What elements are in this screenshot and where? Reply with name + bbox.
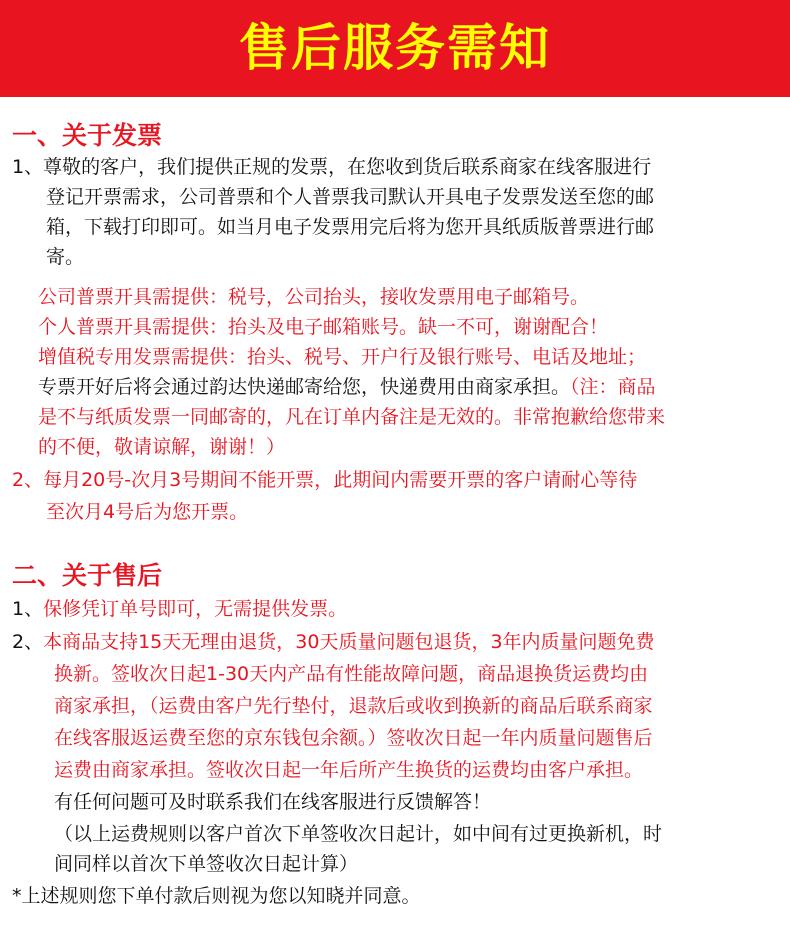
invoice-item-1-line-1: 1、尊敬的客户，我们提供正规的发票，在您收到货后联系商家在线客服进行 [12,156,652,178]
invoice-item-1-line-2: 登记开票需求，公司普票和个人普票我司默认开具电子发票发送至您的邮 [46,186,655,208]
after-sales-item-1 [12,594,347,624]
page-title: 售后服务需知 [239,19,551,77]
invoice-item-1-line-4: 寄。 [46,246,85,268]
footnote-line-2: 间同样以首次下单签收次日起计算） [54,853,359,875]
shipping-note-line-3: 的不便，敬请谅解，谢谢！） [38,436,286,458]
contact-line: 有任何问题可及时联系我们在线客服进行反馈解答！ [54,791,492,813]
after-sales-item-2-line-5: 运费由商家承担。签收次日起一年后所产生换货的运费均由客户承担。 [54,759,644,781]
section-heading-invoice: 一、关于发票 [12,121,163,150]
invoice-item-2-line-2: 至次月4号后为您开票。 [46,501,249,523]
after-sales-item-1-text: 保修凭订单号即可，无需提供发票。 [43,598,348,620]
invoice-item-1-line-3: 箱，下载打印即可。如当月电子发票用完后将为您开具纸质版普票进行邮 [46,216,655,238]
after-sales-item-2-line-4: 在线客服返运费至您的京东钱包余额。）签收次日起一年内质量问题售后 [54,727,653,749]
shipping-note-text: 专票开好后将会通过韵达快递邮寄给您，快递费用由商家承担。 [38,376,571,398]
footnote-line-1: （以上运费规则以客户首次下单签收次日起计，如中间有过更换新机，时 [54,823,663,845]
personal-invoice-requirement: 个人普票开具需提供：抬头及电子邮箱账号。缺一不可，谢谢配合！ [38,316,609,338]
after-sales-item-2-line-1 [12,627,655,657]
after-sales-item-1-number: 1、 [12,598,44,620]
section-heading-after-sales: 二、关于售后 [12,561,163,590]
shipping-note-remark: （注：商品 [570,376,656,398]
after-sales-item-2-line-2: 换新。签收次日起1-30天内产品有性能故障问题，商品退换货运费均由 [54,663,649,685]
title-banner [0,0,790,97]
agreement-line: *上述规则您下单付款后则视为您以知晓并同意。 [12,885,421,907]
shipping-note-line-2: 是不与纸质发票一同邮寄的，凡在订单内备注是无效的。非常抱歉给您带来 [38,406,666,428]
after-sales-item-2-line-3: 商家承担，（运费由客户先行垫付，退款后或收到换新的商品后联系商家 [54,695,653,717]
invoice-item-2-line-1: 2、每月20号-次月3号期间不能开票，此期间内需要开票的客户请耐心等待 [12,469,638,491]
company-invoice-requirement: 公司普票开具需提供：税号，公司抬头，接收发票用电子邮箱号。 [38,286,590,308]
after-sales-item-2-text: 本商品支持15天无理由退货，30天质量问题包退货，3年内质量问题免费 [43,631,655,653]
vat-invoice-requirement: 增值税专用发票需提供：抬头、税号、开户行及银行账号、电话及地址； [38,346,647,368]
shipping-note-line-1 [38,372,656,402]
after-sales-item-2-number: 2、 [12,631,44,653]
